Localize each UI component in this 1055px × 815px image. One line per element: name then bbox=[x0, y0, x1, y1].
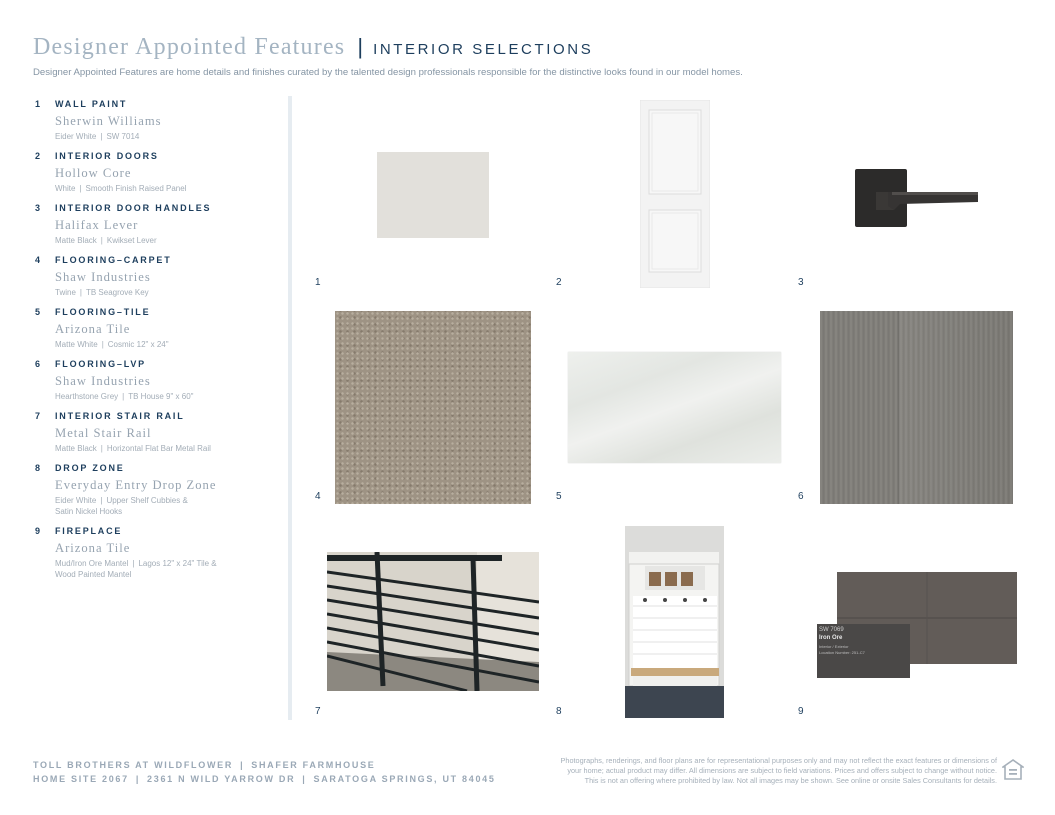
grid-number: 5 bbox=[556, 491, 562, 502]
grid-number: 3 bbox=[798, 277, 804, 288]
item-name: Arizona Tile bbox=[55, 541, 131, 555]
list-item bbox=[35, 151, 285, 194]
footer-line-2 bbox=[33, 772, 496, 786]
carpet-swatch bbox=[335, 311, 531, 504]
item-name: Halifax Lever bbox=[55, 218, 139, 232]
list-item bbox=[35, 359, 285, 402]
footer-separator: | bbox=[302, 774, 307, 784]
selection-list bbox=[35, 99, 285, 589]
grid-number: 9 bbox=[798, 706, 804, 717]
item-heading bbox=[35, 99, 285, 109]
desc-separator: | bbox=[101, 340, 104, 349]
list-item bbox=[35, 255, 285, 298]
item-desc-b: Lagos 12" x 24" Tile & bbox=[138, 559, 217, 568]
paint-chip-sub2: Location Number: 251-C7 bbox=[819, 650, 865, 655]
list-item bbox=[35, 411, 285, 454]
item-name: Shaw Industries bbox=[55, 374, 151, 388]
desc-separator: | bbox=[132, 559, 135, 568]
item-number: 5 bbox=[35, 307, 42, 317]
item-desc-a: Matte Black bbox=[55, 444, 97, 453]
item-desc-b: TB Seagrove Key bbox=[85, 288, 149, 297]
item-name: Shaw Industries bbox=[55, 270, 151, 284]
item-desc-a: Matte Black bbox=[55, 236, 97, 245]
item-description bbox=[55, 443, 285, 454]
door-lever-image bbox=[852, 166, 982, 230]
grid-number: 4 bbox=[315, 491, 321, 502]
item-desc-b: TB House 9" x 60" bbox=[128, 392, 194, 401]
item-category: INTERIOR STAIR RAIL bbox=[55, 411, 185, 421]
item-category: INTERIOR DOORS bbox=[55, 151, 159, 161]
item-name: Arizona Tile bbox=[55, 322, 131, 336]
item-desc-a: Hearthstone Grey bbox=[55, 392, 119, 401]
page-title: Designer Appointed Features bbox=[33, 34, 346, 60]
paint-chip-sub1: Interior / Exterior bbox=[819, 644, 849, 649]
item-desc-a: Matte White bbox=[55, 340, 98, 349]
item-description bbox=[55, 495, 285, 517]
paint-chip-name: Iron Ore bbox=[819, 635, 843, 641]
list-item bbox=[35, 307, 285, 350]
disclaimer-line: This is not an offering where prohibited by law. Not all images may be shown. See online or onsite Sales Consultants for details. bbox=[584, 776, 997, 785]
item-number: 4 bbox=[35, 255, 42, 265]
footer-address bbox=[33, 758, 496, 786]
desc-separator: | bbox=[100, 496, 103, 505]
item-number: 9 bbox=[35, 526, 42, 536]
desc-separator: | bbox=[100, 444, 103, 453]
item-name: Hollow Core bbox=[55, 166, 132, 180]
item-desc-b: Horizontal Flat Bar Metal Rail bbox=[106, 444, 211, 453]
tile-swatch bbox=[568, 352, 781, 463]
list-item bbox=[35, 463, 285, 517]
equal-housing-icon bbox=[1002, 759, 1024, 781]
item-desc-a: Twine bbox=[55, 288, 76, 297]
wall-paint-swatch bbox=[377, 152, 489, 238]
page-subtitle: INTERIOR SELECTIONS bbox=[373, 41, 594, 58]
item-heading bbox=[35, 151, 285, 161]
item-number: 3 bbox=[35, 203, 42, 213]
grid-number: 8 bbox=[556, 706, 562, 717]
item-heading bbox=[35, 203, 285, 213]
item-heading bbox=[35, 526, 285, 536]
paint-chip bbox=[817, 624, 910, 678]
paint-chip-code: SW 7069 bbox=[819, 627, 844, 633]
desc-separator: | bbox=[100, 132, 103, 141]
item-heading bbox=[35, 307, 285, 317]
footer-separator: | bbox=[240, 760, 245, 770]
item-description bbox=[55, 235, 285, 246]
item-category: WALL PAINT bbox=[55, 99, 128, 109]
item-name: Sherwin Williams bbox=[55, 114, 162, 128]
title-separator: | bbox=[357, 34, 364, 59]
item-name: Metal Stair Rail bbox=[55, 426, 152, 440]
item-number: 1 bbox=[35, 99, 42, 109]
item-desc-a: White bbox=[55, 184, 76, 193]
item-desc-b: Cosmic 12" x 24" bbox=[107, 340, 169, 349]
home-site: HOME SITE 2067 bbox=[33, 774, 129, 784]
divider bbox=[288, 96, 292, 720]
community-name: TOLL BROTHERS AT WILDFLOWER bbox=[33, 760, 234, 770]
item-desc-a: Eider White bbox=[55, 132, 97, 141]
desc-separator: | bbox=[122, 392, 125, 401]
header bbox=[33, 34, 1035, 78]
item-description bbox=[55, 391, 285, 402]
item-heading bbox=[35, 255, 285, 265]
disclaimer-line: your home; actual product may differ. All dimensions are subject to field variations. Prices and offers subject to change without notice. bbox=[567, 766, 997, 775]
item-category: DROP ZONE bbox=[55, 463, 125, 473]
item-heading bbox=[35, 411, 285, 421]
footer-separator: | bbox=[135, 774, 141, 784]
interior-door-image bbox=[640, 100, 710, 288]
grid-number: 2 bbox=[556, 277, 562, 288]
item-category: INTERIOR DOOR HANDLES bbox=[55, 203, 212, 213]
item-description bbox=[55, 339, 285, 350]
lvp-swatch bbox=[820, 311, 1013, 504]
item-desc-b: SW 7014 bbox=[106, 132, 140, 141]
desc-separator: | bbox=[79, 184, 82, 193]
list-item bbox=[35, 526, 285, 580]
item-desc-a: Mud/Iron Ore Mantel bbox=[55, 559, 129, 568]
item-desc-b: Smooth Finish Raised Panel bbox=[85, 184, 187, 193]
item-description bbox=[55, 287, 285, 298]
stair-rail-image bbox=[327, 552, 539, 691]
item-name: Everyday Entry Drop Zone bbox=[55, 478, 217, 492]
item-desc-a: Eider White bbox=[55, 496, 97, 505]
item-category: FLOORING–LVP bbox=[55, 359, 146, 369]
item-desc-b: Upper Shelf Cubbies & bbox=[106, 496, 188, 505]
grid-number: 1 bbox=[315, 277, 321, 288]
item-number: 7 bbox=[35, 411, 42, 421]
item-category: FLOORING–CARPET bbox=[55, 255, 172, 265]
item-desc-b: Kwikset Lever bbox=[106, 236, 157, 245]
item-heading bbox=[35, 463, 285, 473]
desc-separator: | bbox=[100, 236, 103, 245]
item-description bbox=[55, 131, 285, 142]
item-category: FIREPLACE bbox=[55, 526, 123, 536]
list-item bbox=[35, 99, 285, 142]
item-description bbox=[55, 183, 285, 194]
title-row bbox=[33, 34, 1035, 61]
item-category: FLOORING–TILE bbox=[55, 307, 151, 317]
desc-separator: | bbox=[79, 288, 82, 297]
disclaimer-line: Photographs, renderings, and floor plans are for representational purposes only and may not reflect the exact features or dimensions of bbox=[560, 756, 997, 765]
item-description bbox=[55, 558, 285, 580]
street-address: 2361 N WILD YARROW DR bbox=[147, 774, 296, 784]
home-model: SHAFER FARMHOUSE bbox=[251, 760, 376, 770]
item-number: 8 bbox=[35, 463, 42, 473]
item-number: 2 bbox=[35, 151, 42, 161]
item-desc-c: Satin Nickel Hooks bbox=[55, 507, 123, 516]
item-heading bbox=[35, 359, 285, 369]
city-state-zip: SARATOGA SPRINGS, UT 84045 bbox=[313, 774, 496, 784]
disclaimer bbox=[517, 756, 997, 786]
drop-zone-image bbox=[625, 526, 724, 718]
intro-text: Designer Appointed Features are home details and finishes curated by the talented design professionals responsible for the distinctive looks found in our model homes. bbox=[33, 67, 743, 78]
list-item bbox=[35, 203, 285, 246]
grid-number: 6 bbox=[798, 491, 804, 502]
grid-number: 7 bbox=[315, 706, 321, 717]
footer-line-1 bbox=[33, 758, 496, 772]
item-desc-c: Wood Painted Mantel bbox=[55, 570, 132, 579]
item-number: 6 bbox=[35, 359, 42, 369]
